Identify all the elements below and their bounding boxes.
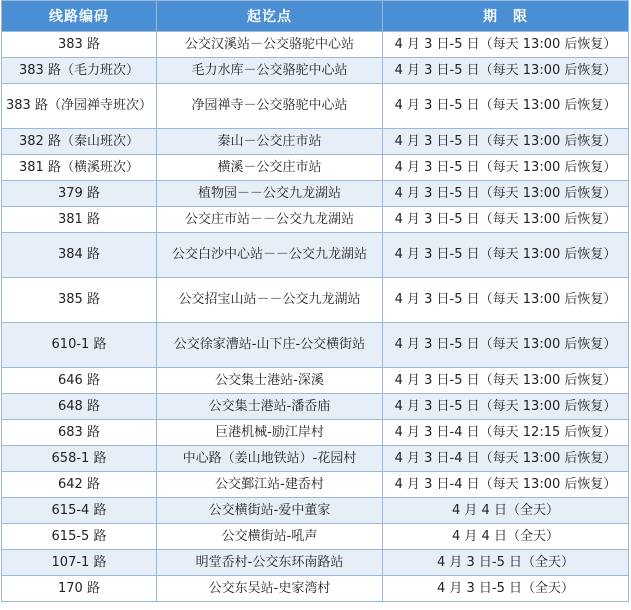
table-row: [2, 155, 629, 181]
route-code: 382 路（秦山班次）: [2, 129, 157, 155]
route-period: 4 月 3 日-5 日（每天 13:00 后恢复）: [383, 394, 629, 420]
header-stops: 起讫点: [157, 1, 383, 32]
route-code: 683 路: [2, 420, 157, 446]
route-code: 615-5 路: [2, 524, 157, 550]
table-row: [2, 420, 629, 446]
table-row: [2, 84, 629, 129]
route-period: 4 月 3 日-5 日（每天 13:00 后恢复）: [383, 181, 629, 207]
table-row: [2, 207, 629, 233]
route-period: 4 月 3 日-5 日（每天 13:00 后恢复）: [383, 368, 629, 394]
table-row: [2, 368, 629, 394]
route-code: 379 路: [2, 181, 157, 207]
route-period: 4 月 3 日-5 日（全天）: [383, 576, 629, 602]
route-stops: 公交白沙中心站－－公交九龙湖站: [157, 233, 383, 278]
route-stops: 公交汉溪站－公交骆驼中心站: [157, 32, 383, 58]
route-code: 383 路（毛力班次）: [2, 58, 157, 84]
route-code: 384 路: [2, 233, 157, 278]
table-row: [2, 524, 629, 550]
route-period: 4 月 3 日-4 日（每天 12:15 后恢复）: [383, 420, 629, 446]
route-stops: 公交集士港站-潘岙庙: [157, 394, 383, 420]
table-row: [2, 472, 629, 498]
table-row: [2, 32, 629, 58]
route-schedule-table: [1, 0, 629, 602]
route-period: 4 月 3 日-5 日（每天 13:00 后恢复）: [383, 155, 629, 181]
route-stops: 毛力水库－公交骆驼中心站: [157, 58, 383, 84]
route-period: 4 月 3 日-5 日（每天 13:00 后恢复）: [383, 58, 629, 84]
route-stops: 秦山－公交庄市站: [157, 129, 383, 155]
route-stops: 明堂岙村-公交东环南路站: [157, 550, 383, 576]
route-stops: 公交鄞江站-建岙村: [157, 472, 383, 498]
route-period: 4 月 3 日-5 日（每天 13:00 后恢复）: [383, 32, 629, 58]
header-route-code: 线路编码: [2, 1, 157, 32]
table-row: [2, 58, 629, 84]
route-stops: 公交横街站-爱中董家: [157, 498, 383, 524]
table-row: [2, 394, 629, 420]
route-code: 381 路: [2, 207, 157, 233]
route-stops: 公交横街站-吼声: [157, 524, 383, 550]
route-stops: 巨港机械-励江岸村: [157, 420, 383, 446]
table-header-row: [2, 1, 629, 32]
route-code: 648 路: [2, 394, 157, 420]
route-code: 658-1 路: [2, 446, 157, 472]
route-code: 642 路: [2, 472, 157, 498]
table-row: [2, 550, 629, 576]
table-row: [2, 576, 629, 602]
table-row: [2, 278, 629, 323]
route-period: 4 月 4 日（全天）: [383, 524, 629, 550]
table-row: [2, 498, 629, 524]
route-code: 383 路: [2, 32, 157, 58]
route-code: 381 路（横溪班次）: [2, 155, 157, 181]
route-code: 646 路: [2, 368, 157, 394]
route-code: 170 路: [2, 576, 157, 602]
route-period: 4 月 3 日-5 日（每天 13:00 后恢复）: [383, 129, 629, 155]
route-stops: 中心路（姜山地铁站）-花园村: [157, 446, 383, 472]
route-stops: 公交招宝山站－－公交九龙湖站: [157, 278, 383, 323]
route-code: 385 路: [2, 278, 157, 323]
route-stops: 公交徐家漕站-山下庄-公交横街站: [157, 323, 383, 368]
route-period: 4 月 3 日-4 日（每天 13:00 后恢复）: [383, 446, 629, 472]
route-stops: 公交庄市站－－公交九龙湖站: [157, 207, 383, 233]
route-period: 4 月 3 日-5 日（每天 13:00 后恢复）: [383, 84, 629, 129]
route-stops: 公交集士港站-深溪: [157, 368, 383, 394]
route-period: 4 月 3 日-5 日（每天 13:00 后恢复）: [383, 278, 629, 323]
table-row: [2, 233, 629, 278]
table-row: [2, 323, 629, 368]
table-row: [2, 181, 629, 207]
route-code: 615-4 路: [2, 498, 157, 524]
route-period: 4 月 3 日-5 日（每天 13:00 后恢复）: [383, 323, 629, 368]
route-period: 4 月 3 日-4 日（每天 13:00 后恢复）: [383, 472, 629, 498]
route-period: 4 月 3 日-5 日（全天）: [383, 550, 629, 576]
route-stops: 横溪－公交庄市站: [157, 155, 383, 181]
route-code: 383 路（净园禅寺班次）: [2, 84, 157, 129]
route-period: 4 月 3 日-5 日（每天 13:00 后恢复）: [383, 207, 629, 233]
table-row: [2, 129, 629, 155]
route-code: 107-1 路: [2, 550, 157, 576]
route-stops: 公交东吴站-史家湾村: [157, 576, 383, 602]
route-code: 610-1 路: [2, 323, 157, 368]
route-stops: 植物园－－公交九龙湖站: [157, 181, 383, 207]
route-stops: 净园禅寺－公交骆驼中心站: [157, 84, 383, 129]
header-period: 期 限: [383, 1, 629, 32]
route-period: 4 月 4 日（全天）: [383, 498, 629, 524]
table-row: [2, 446, 629, 472]
route-period: 4 月 3 日-5 日（每天 13:00 后恢复）: [383, 233, 629, 278]
